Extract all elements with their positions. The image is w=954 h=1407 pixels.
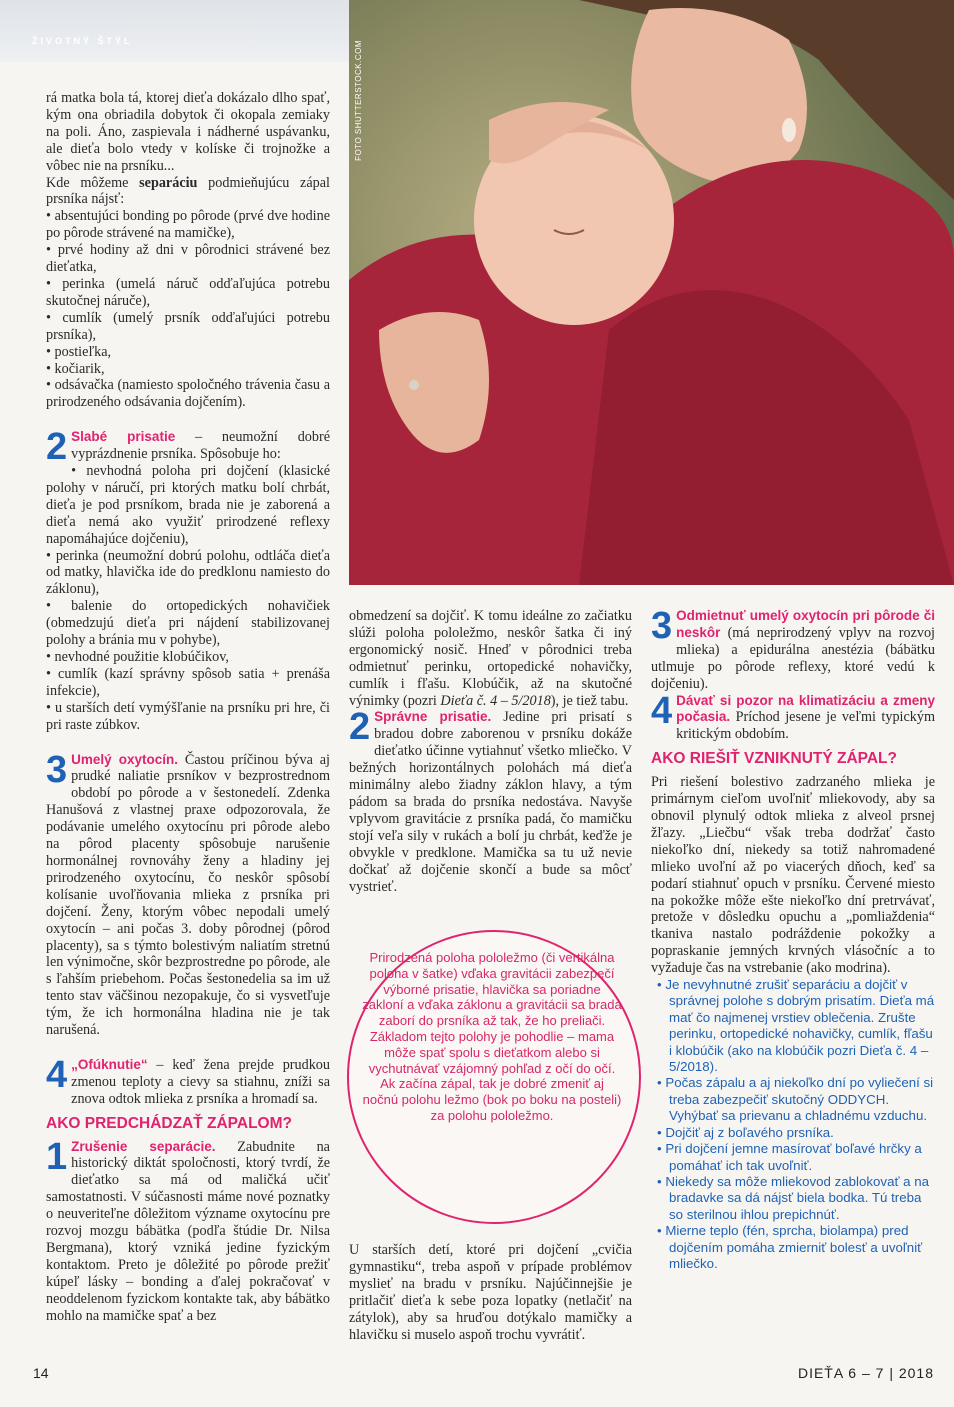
section-label: ŽIVOTNÝ ŠTÝL — [32, 36, 133, 46]
number-2: 2 — [46, 426, 68, 469]
separation-intro-a: Kde môžeme — [46, 174, 140, 191]
list-item: • odsávačka (namiesto spoločného trávenia času a prirodzeného odsávania dojčením). — [46, 377, 330, 411]
cause-4-heading: „Ofúknutie“ — [71, 1056, 148, 1072]
tip-item: • Pri dojčení jemne masírovať boľavé hrčky a pomáhať ich tak uvoľniť. — [657, 1141, 922, 1173]
column-3 — [651, 605, 935, 1272]
photo-illustration — [349, 0, 954, 585]
number-3: 3 — [651, 605, 673, 647]
solve-paragraph: Pri riešení bolestivo zadrzaného mlieka je primárnym cieľom uvoľniť mliekovody, aby sa obnovil plynulý odtok mlieka z alveol prsnej žľazy. „Liečbu“ však treba dodržať často niekoľko dní, niekedy sa totiž nahromadené mlieko uvoľní až po viacerých dňoch, keď sa podarí stiahnuť opuch v prsníku. Červené miesto na pokožke môže ešte niekoľko dní pretrvávať, pretože v dôsledku opuchu a „pomliaždenia“ tkaniva nastalo podráždenie pokožky a popraskanie jemných krvných vlásočníc a to vyžaduje čas na vstrebanie (ako modrina). — [651, 774, 935, 977]
prevent-4-text: Príchod jesene je veľmi typickým kritickým obdobím. — [676, 709, 935, 743]
list-item: • nevhodná poloha pri dojčení (klasické polohy v náručí, pri ktorých matku bolí chrbát, dieťa je pod prsníkom, brada nie je zaborená a dieťa nemá ako využiť prirodzené reflexy napomáhajúce dojčeniu), — [46, 463, 330, 547]
separation-intro-c: podmieňujúcu zápal prsníka nájsť: — [46, 174, 330, 208]
prevent-4-heading: Dávať si pozor na klimatizáciu a zmeny počasia. — [676, 692, 935, 725]
section-heading-prevent: AKO PREDCHÁDZAŤ ZÁPALOM? — [46, 1114, 292, 1132]
prevent-1-cont-end: ), je tiež tabu. — [550, 692, 629, 709]
prevent-1-text: Zabudnite na historický diktát spoločnosti, ktorý tvrdí, že dieťatko sa má od maličká učiť samostatnosti. V súčasnosti máme nové poznatky o neuveriteľne dôležitom význame oxytocínu pre rozvoj mozgu bábätka (podľa štúdie Dr. Nilsa Bergmana), ktorý vzniká jedine fyzickým kontaktom. Preto je dôležité po pôrode prežiť kúpeľ lásky – bonding a ďalej pokračovať v neoddelenom fyzickom kontakte tak, aby bábätko mohlo na mamičke spať a bez — [46, 1138, 330, 1324]
list-item: • cumlík (umelý prsník odďaľujúci potrebu prsníka), — [46, 309, 330, 343]
tip-item: • Mierne teplo (fén, sprcha, biolampa) pred dojčením pomáha zmierniť bolesť a uvoľniť mliečko. — [657, 1223, 923, 1271]
prevent-3-heading: Odmietnuť umelý oxytocín pri pôrode či neskôr — [676, 608, 935, 640]
page-number: 14 — [33, 1365, 49, 1381]
intro-paragraph: rá matka bola tá, ktorej dieťa dokázalo dlho spať, kým ona obriadila dobytok či okopala zemiaky na poli. Áno, zaspievala i nádherné uspávanku, ale dieťa bolo vtedy v kolíske či trojnožke a vôbec nie na prsníku... — [46, 90, 330, 174]
prevent-2 — [349, 706, 632, 895]
list-item: • absentujúci bonding po pôrode (prvé dve hodine po pôrode strávené na mamičke), — [46, 208, 330, 242]
cause-4 — [46, 1053, 330, 1108]
list-item: • postieľka, — [46, 343, 112, 360]
list-item: • perinka (umelá náruč odďaľujúca potrebu skutočnej náruče), — [46, 275, 330, 309]
number-3: 3 — [46, 748, 68, 791]
photo-credit: FOTO SHUTTERSTOCK.COM — [354, 40, 363, 161]
cause-4-text: – keď žena prejde prudkou zmenou teploty a cievy sa stiahnu, zníži sa znova odtok mlieka z prsníka a hromadí sa. — [71, 1056, 330, 1107]
list-item: • cumlík (kazí správny spôsob satia + prenáša infekcie), — [46, 665, 330, 699]
number-4: 4 — [651, 689, 673, 732]
mother-baby-photo — [349, 0, 954, 585]
list-item: • prvé hodiny až dni v pôrodnici strávené bez dieťatka, — [46, 242, 330, 276]
prevent-2-heading: Správne prisatie. — [374, 709, 492, 725]
column-2 — [349, 608, 632, 895]
callout-text: Prirodzená poloha pololežmo (či vertikálna poloha v šatke) vďaka gravitácii zabezpečí výborné prisatie, hlavička sa poriadne zakloní a vďaka záklonu a gravitácii sa brada zaborí do prsníka až tak, že ho preliači. Základom tejto polohy je pohodlie – mama môže spať spolu s dieťatkom alebo si vychutnávať vzájomný pohľad z očí do očí. Ak začína zápal, tak je dobré zmeniť aj nočnú polohu ležmo (bok po boku na posteli) za polohu pololežmo. — [362, 950, 622, 1123]
list-item: • balenie do ortopedických nohavičiek (obmedzujú dieťa pri nájdení stabilizovanej polohy a bránia mu v pohybe), — [46, 598, 330, 649]
cause-2-text: – neumožní dobré vyprázdnenie prsníka. Spôsobuje ho: — [71, 429, 330, 463]
tip-item: • Niekedy sa môže mliekovod zablokovať a na bradavke sa dá nájsť biela bodka. Tú treba so sterilnou ihlou prepichnúť. — [657, 1173, 930, 1222]
list-item: • perinka (neumožní dobrú polohu, odtláča dieťa od matky, hlavička ide do predklonu namiesto do záklonu), — [46, 547, 330, 598]
column-1 — [46, 90, 330, 1325]
list-item: • nevhodné použitie klobúčikov, — [46, 649, 229, 665]
prevent-3 — [651, 605, 935, 693]
section-heading-solve: AKO RIEŠIŤ VZNIKNUTÝ ZÁPAL? — [651, 750, 897, 768]
number-4: 4 — [46, 1053, 68, 1096]
tip-item: • Počas zápalu a aj niekoľko dní po vyliečení si treba zabezpečiť skutočný ODDYCH. Vyhýbať sa prievanu a chladnému vzduchu. — [657, 1075, 934, 1124]
magazine-folio: DIEŤA 6 – 7 | 2018 — [797, 1365, 934, 1381]
prevent-1-continued — [349, 608, 632, 709]
prevent-3-text: (má neprirodzený vplyv na rozvoj mlieka) a epidurálna anestézia (bábätku utlmuje po pôrode reflexy, ktoré vedú k dojčeniu). — [651, 624, 935, 692]
list-item: • u starších detí vymýšľanie na prsníku pri hre, či pri raste zúbkov. — [46, 699, 330, 733]
tip-item: • Dojčiť aj z boľavého prsníka. — [657, 1124, 834, 1140]
tip-item: • Je nevyhnutné zrušiť separáciu a dojčiť v správnej polohe s dobrým prisatím. Dieťa má mať čo najmenej vrstiev oblečenia. Zrušte perinku, ortopedické nohavičky, cumlík, fľašu i klobúčik (ako na klobúčik pozri Dieťa č. 4 – 5/2018). — [657, 977, 935, 1075]
cause-2-heading: Slabé prisatie — [71, 429, 176, 445]
prevent-4 — [651, 689, 935, 744]
cause-3 — [46, 748, 330, 1039]
separation-intro-bold: separáciu — [139, 174, 198, 191]
cause-3-heading: Umelý oxytocín. — [71, 751, 178, 767]
column-2-bottom — [349, 1228, 632, 1358]
number-2: 2 — [349, 706, 371, 749]
list-item: • kočiarik, — [46, 360, 105, 377]
prevent-1-heading: Zrušenie separácie. — [71, 1138, 216, 1154]
cause-2 — [46, 426, 330, 469]
separation-intro — [46, 175, 330, 209]
older-children-paragraph: U starších detí, ktoré pri dojčení „cvičia gymnastiku“, treba aspoň v prípade problémov myslieť na bradu v prsníku. Najúčinnejšie je pritlačiť dieťa k sebe poza lopatky (netlačiť na zátylok), aby sa hruďou dotýkalo mamičky a hlavičku si muselo aspoň trochu vyvrátiť. — [349, 1242, 632, 1343]
prevent-1-cont-text: obmedzení sa dojčiť. K tomu ideálne zo začiatku slúži poloha pololežmo, neskôr šatka či iný ergonomický nosič. Hneď v pôrodnici treba odmietnuť perinku, ortopedické nohavičky, cumlík i fľašu. Klobúčik, až na skutočné výnimky (pozri — [349, 608, 632, 709]
magazine-reference: Dieťa č. 4 – 5/2018 — [440, 692, 551, 709]
section-band — [0, 0, 349, 62]
prevent-2-text: Jedine pri prisatí s bradou dobre zaborenou v prsníku dokáže dieťatko účinne vytiahnuť všetko mliečko. V bežných horizontálnych polohách má dieťa minimálny alebo žiadny záklon hlavy, a tým pádom sa brada do prsníka nedostáva. Navyše vplyvom gravitácie z prsníka padá, čo mamičku stojí veľa sily v rukách a bolí ju chrbát, keďže je obvykle v predklone. Mamička sa tu už nevie dočkať až dojčenie skončí a bude sa môcť vystrieť. — [349, 709, 632, 895]
cause-3-text: Častou príčinou býva aj prudké naliatie prsníkov v bezprostrednom období po pôrode a v šestonedelí. Zdenka Hanušová z vlastnej praxe odpozorovala, že podávanie umelého oxytocínu pri pôrode alebo na pôrod placenty spôsobuje narušenie hormonálnej rovnováhy ženy a hladiny jej prirodzeného oxytocínu, čo neskôr spôsobí kolísanie uvoľňovania mlieka z prsníka pri dojčení. Ženy, ktorým vôbec nepodali umelý oxytocín – ani počas 3. doby pôrodnej (pôrod placenty), sa s týmto bolestivým naliatím stretnú len výnimočne, skôr bezprostredne po pôrode, ale s ľahším priebehom. Počas šestonedelia sa im už tento stav väčšinou nezopakuje, čo si vysvetľuje tým, že ich hormonálna hladina nie je tak narušená. — [46, 751, 330, 1039]
number-1: 1 — [46, 1135, 68, 1178]
prevent-1 — [46, 1135, 330, 1325]
